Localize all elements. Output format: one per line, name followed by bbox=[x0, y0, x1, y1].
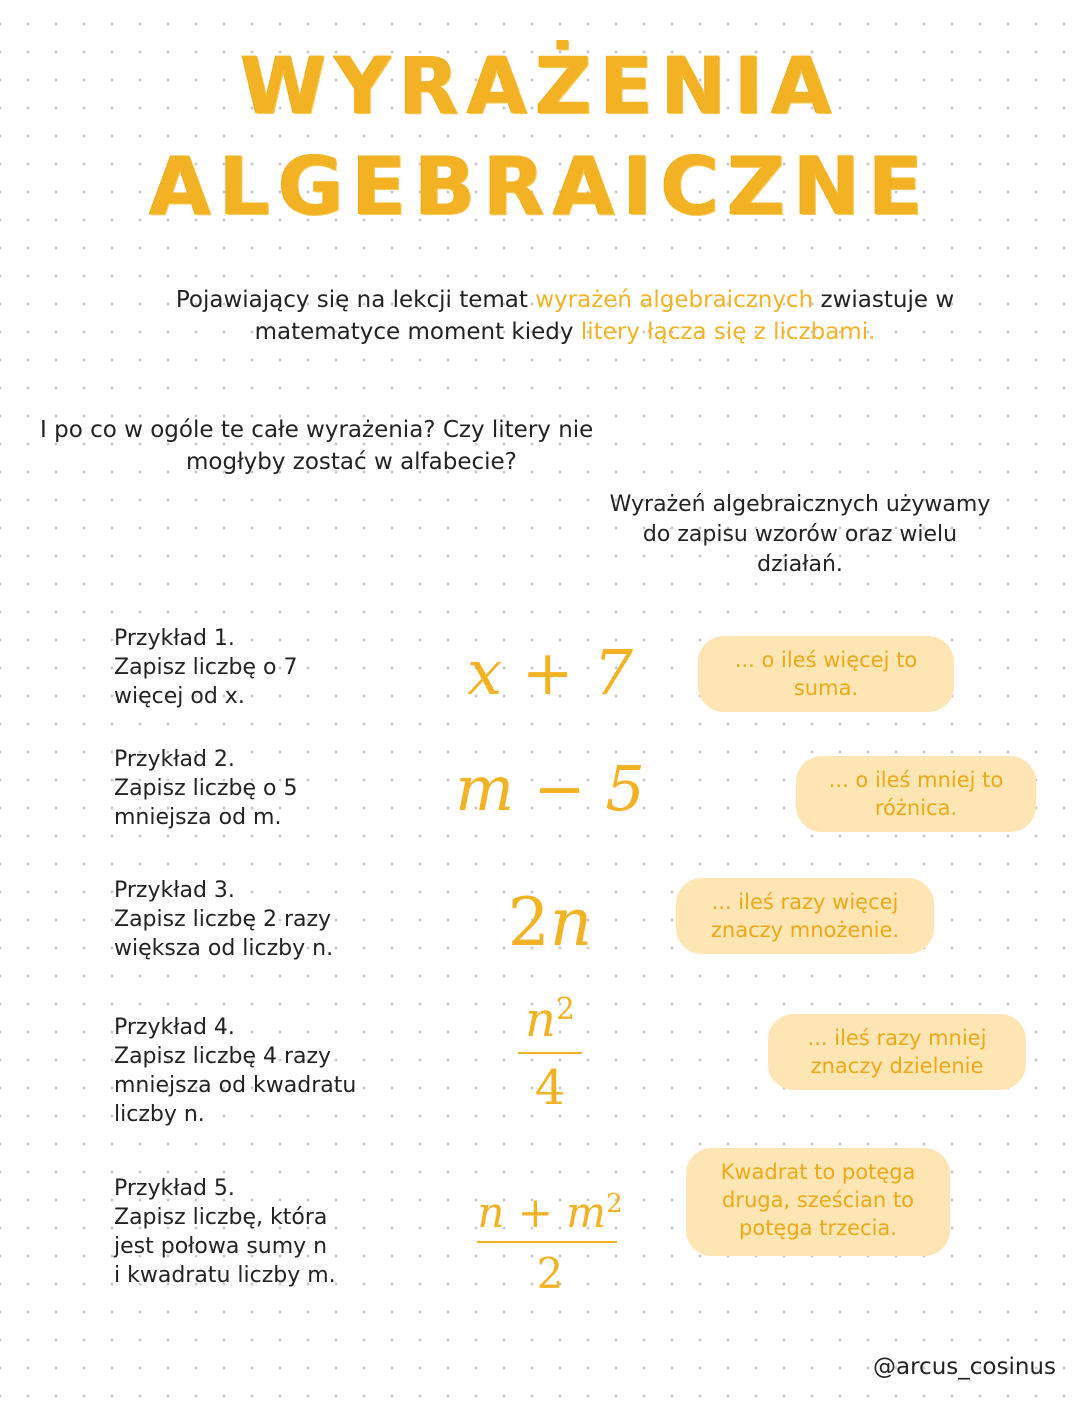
example-line: mniejsza od m. bbox=[114, 805, 282, 830]
note-line: suma. bbox=[793, 676, 859, 700]
note-line: ... o ileś mniej to bbox=[828, 768, 1004, 792]
formula-3 bbox=[440, 884, 660, 961]
formula-4 bbox=[490, 992, 610, 1116]
intro-highlight-1: wyrażeń algebraicznych bbox=[535, 287, 814, 313]
note-line: ... o ileś więcej to bbox=[734, 648, 918, 672]
note-line: ... ileś razy mniej bbox=[807, 1026, 987, 1050]
note-1 bbox=[698, 636, 954, 712]
answer-line-1: Wyrażeń algebraicznych używamy bbox=[609, 492, 991, 517]
intro-paragraph bbox=[100, 284, 1030, 348]
example-line: liczby n. bbox=[114, 1102, 205, 1127]
fraction-denominator: 4 bbox=[534, 1060, 566, 1116]
example-title: Przykład 2. bbox=[114, 747, 235, 772]
fraction-numerator bbox=[518, 992, 582, 1048]
note-3 bbox=[676, 878, 934, 954]
example-line: Zapisz liczbę, która bbox=[114, 1205, 328, 1230]
example-3 bbox=[114, 876, 333, 963]
example-line: Zapisz liczbę o 5 bbox=[114, 776, 298, 801]
intro-highlight-2: litery łącza się z liczbami. bbox=[580, 319, 876, 345]
note-line: znaczy mnożenie. bbox=[710, 918, 900, 942]
example-line: mniejsza od kwadratu bbox=[114, 1073, 357, 1098]
example-title: Przykład 5. bbox=[114, 1176, 235, 1201]
note-line: Kwadrat to potęga bbox=[720, 1160, 916, 1184]
formula-variable: n bbox=[549, 884, 593, 961]
example-line: Zapisz liczbę 4 razy bbox=[114, 1044, 332, 1069]
fraction-bar bbox=[477, 1241, 617, 1243]
note-line: różnica. bbox=[874, 796, 958, 820]
question bbox=[40, 414, 593, 478]
example-line: większa od liczby n. bbox=[114, 936, 334, 961]
note-line: ... ileś razy więcej bbox=[711, 890, 899, 914]
answer bbox=[560, 490, 1040, 580]
note-line: znaczy dzielenie bbox=[810, 1054, 984, 1078]
question-line-2: mogłyby zostać w alfabecie? bbox=[186, 449, 517, 475]
fraction bbox=[477, 1188, 622, 1298]
numerator-expression: n + m bbox=[477, 1188, 607, 1237]
example-line: i kwadratu liczby m. bbox=[114, 1263, 336, 1288]
note-line: potęga trzecia. bbox=[739, 1216, 897, 1240]
fraction bbox=[518, 992, 582, 1116]
title-line-2: ALGEBRAICZNE bbox=[149, 140, 931, 233]
example-title: Przykład 3. bbox=[114, 878, 235, 903]
intro-text-1: Pojawiający się na lekcji temat bbox=[175, 287, 536, 313]
answer-line-2: do zapisu wzorów oraz wielu bbox=[642, 522, 958, 547]
note-5 bbox=[686, 1148, 950, 1256]
question-line-1: I po co w ogóle te całe wyrażenia? Czy litery nie bbox=[40, 417, 594, 443]
example-4 bbox=[114, 1013, 356, 1129]
example-line: jest połowa sumy n bbox=[114, 1234, 328, 1259]
fraction-bar bbox=[518, 1052, 582, 1054]
note-2 bbox=[796, 756, 1036, 832]
example-line: Zapisz liczbę 2 razy bbox=[114, 907, 332, 932]
fraction-numerator bbox=[477, 1188, 622, 1237]
answer-line-3: działań. bbox=[757, 552, 843, 577]
title-line-1: WYRAŻENIA bbox=[240, 42, 840, 132]
example-5 bbox=[114, 1174, 336, 1290]
fraction-denominator: 2 bbox=[536, 1249, 564, 1298]
numerator-exponent: 2 bbox=[555, 992, 575, 1027]
author-handle: @arcus_cosinus bbox=[873, 1354, 1056, 1380]
formula-5 bbox=[460, 1188, 640, 1298]
example-1 bbox=[114, 624, 297, 711]
note-4 bbox=[768, 1014, 1026, 1090]
numerator-variable: n bbox=[524, 992, 556, 1048]
formula-coefficient: 2 bbox=[507, 884, 550, 961]
intro-text-2: zwiastuje w matematyce moment kiedy bbox=[254, 287, 955, 345]
example-title: Przykład 1. bbox=[114, 626, 235, 651]
formula-2: m − 5 bbox=[455, 752, 645, 825]
example-line: Zapisz liczbę o 7 bbox=[114, 655, 298, 680]
note-line: druga, sześcian to bbox=[722, 1188, 914, 1212]
numerator-exponent: 2 bbox=[606, 1189, 623, 1219]
example-title: Przykład 4. bbox=[114, 1015, 235, 1040]
formula-1: x + 7 bbox=[467, 636, 633, 709]
example-2 bbox=[114, 745, 297, 832]
example-line: więcej od x. bbox=[114, 684, 245, 709]
